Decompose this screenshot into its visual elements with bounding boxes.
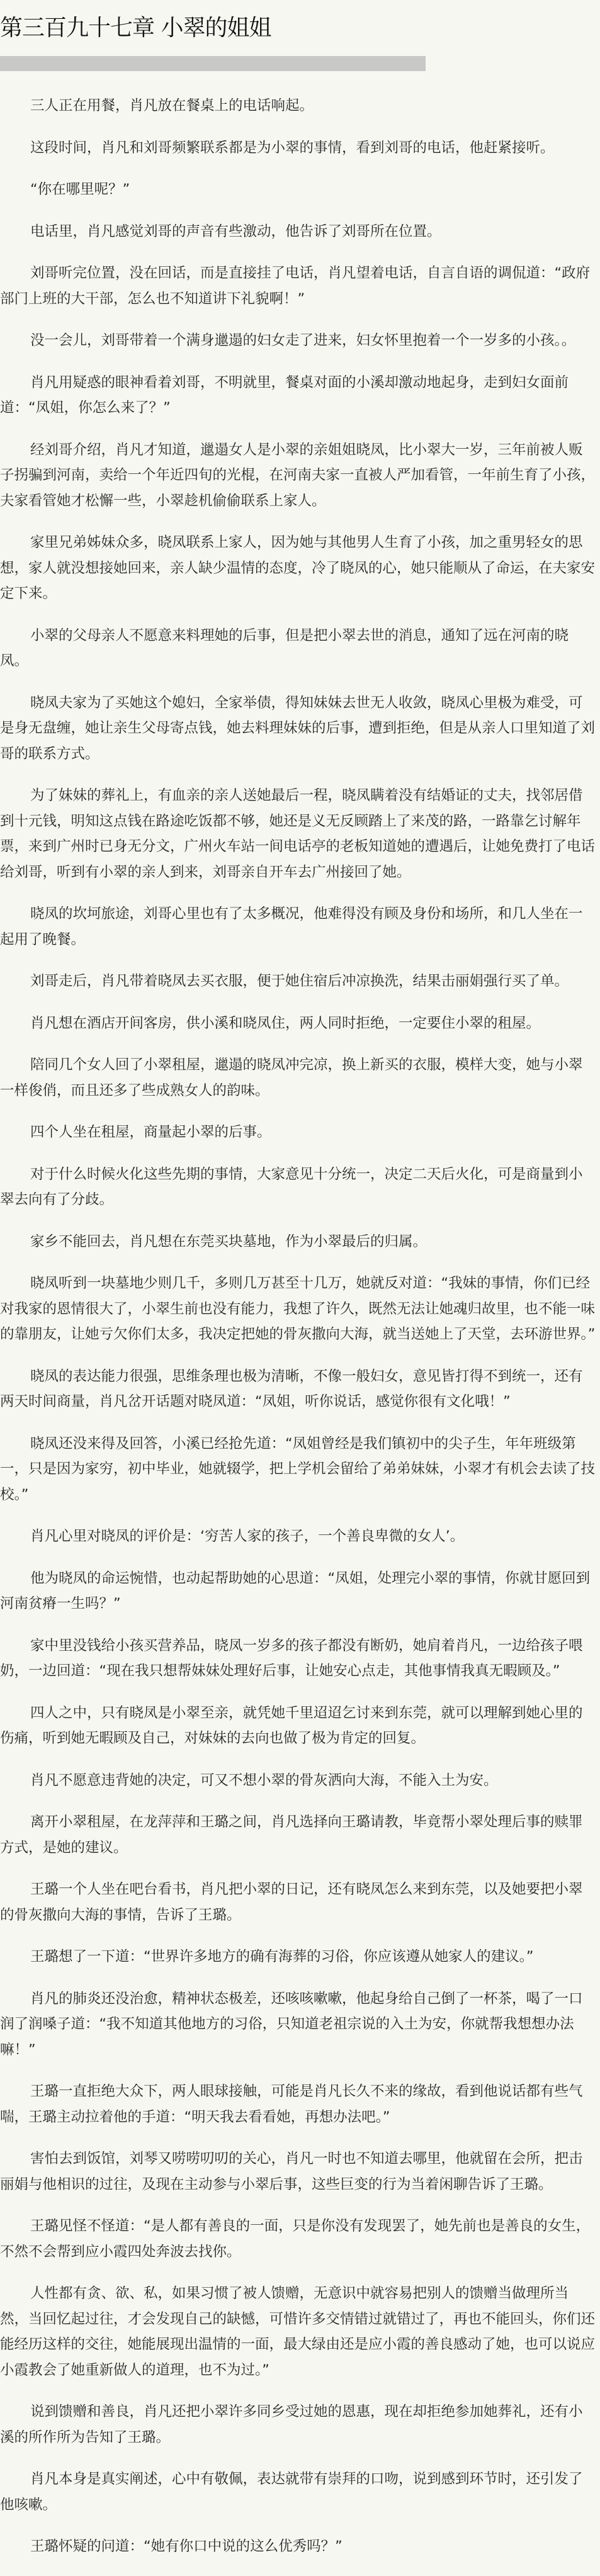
body-paragraph: 离开小翠租屋，在龙萍萍和王璐之间，肖凡选择向王璐请教，毕竟帮小翠处理后事的赎罪方式，是她的建议。 xyxy=(0,1814,583,1856)
body-paragraph: 王璐见怪不怪道：“是人都有善良的一面，只是你没有发现罢了，她先前也是善良的女生，不然不会帮到应小霞四处奔波去找你。 xyxy=(0,2218,591,2260)
body-paragraph: 王璐一直拒绝大众下，两人眼球接触，可能是肖凡长久不来的缘故，看到他说话都有些气喘，王璐主动拉着他的手道：“明天我去看看她，再想办法吧。” xyxy=(0,2083,583,2125)
body-paragraph: 刘哥听完位置，没在回话，而是直接挂了电话，肖凡望着电话，自言自语的调侃道：“政府部门上班的大干部，怎么也不知道讲下礼貌啊！” xyxy=(0,265,591,307)
body-paragraph: 晓凤夫家为了买她这个媳妇，全家举债，得知妹妹去世无人收敛，晓凤心里极为难受，可是身无盘缠，她让亲生父母寄点钱，她去料理妹妹的后事，遭到拒绝，但是从亲人口里知道了刘哥的联系方式。 xyxy=(0,694,596,762)
body-paragraph: 四人之中，只有晓凤是小翠至亲，就凭她千里迢迢乞讨来到东莞，就可以理解到她心里的伤痛，听到她无暇顾及自己，对妹妹的去向也做了极为肯定的回复。 xyxy=(0,1704,583,1746)
body-paragraph: 肖凡心里对晓凤的评价是：‘穷苦人家的孩子，一个善良卑微的女人’。 xyxy=(30,1528,465,1544)
body-paragraph: 说到馈赠和善良，肖凡还把小翠许多同乡受过她的恩惠，现在却拒绝参加她葬礼，还有小溪的所作所为告知了王璐。 xyxy=(0,2404,583,2446)
body-paragraph: 三人正在用餐，肖凡放在餐桌上的电话响起。 xyxy=(30,98,314,114)
body-paragraph: 陪同几个女人回了小翠租屋，邋遢的晓凤冲完凉，换上新买的衣服，模样大变，她与小翠一样俊俏，而且还多了些成熟女人的韵味。 xyxy=(0,1057,583,1099)
body-paragraph: 家里兄弟姊妹众多，晓凤联系上家人，因为她与其他男人生育了小孩，加之重男轻女的思想，家人就没想接她回来，亲人缺少温情的态度，冷了晓凤的心，她只能顺从了命运，在夫家安定下来。 xyxy=(0,534,596,602)
body-paragraph: 害怕去到饭馆，刘琴又唠唠叨叨的关心，肖凡一时也不知道去哪里，他就留在会所，把击丽娟与他相识的过往，及现在主动参与小翠后事，这些巨变的行为当着闲聊告诉了王璐。 xyxy=(0,2151,583,2193)
body-paragraph: 经刘哥介绍，肖凡才知道，邋遢女人是小翠的亲姐姐晓凤，比小翠大一岁，三年前被人贩子拐骗到河南，卖给一个年近四旬的光棍，在河南夫家一直被人严加看管，一年前生育了小孩，夫家看管她才松懈一些，小翠趁机偷偷联系上家人。 xyxy=(0,441,596,509)
body-paragraph: 王璐怀疑的问道：“她有你口中说的这么优秀吗？” xyxy=(30,2538,342,2555)
body-paragraph: 为了妹妹的葬礼上，有血亲的亲人送她最后一程，晓凤瞒着没有结婚证的丈夫，找邻居借到十元钱，明知这点钱在路途吃饭都不够，她还是义无反顾踏上了来茂的路，一路靠乞讨解年票，来到广州时已身无分文，广州火车站一间电话亭的老板知道她的遭遇后，让她免费打了电话给刘哥，听到有小翠的亲人到来，刘哥亲自开车去广州接回了她。 xyxy=(0,787,596,880)
body-paragraph: 肖凡本身是真实阐述，心中有敬佩，表达就带有崇拜的口吻，说到感到环节时，还引发了他咳嗽。 xyxy=(0,2471,583,2513)
chapter-title: 第三百九十七章 小翠的姐姐 xyxy=(0,15,271,41)
body-paragraph: 家中里没钱给小孩买营养品，晓凤一岁多的孩子都没有断奶，她肩着肖凡，一边给孩子喂奶，一边回道：“现在我只想帮妹妹处理好后事，让她安心点走，其他事情我真无暇顾及。” xyxy=(0,1637,583,1679)
title-underline-bar xyxy=(0,56,426,71)
body-paragraph: 四个人坐在租屋，商量起小翠的后事。 xyxy=(30,1124,271,1140)
body-paragraph: 肖凡的肺炎还没治愈，精神状态极差，还咳咳嗽嗽，他起身给自己倒了一杯茶，喝了一口润了润嗓子道：“我不知道其他地方的习俗，只知道老祖宗说的入土为安，你就帮我想想办法嘛！” xyxy=(0,1990,583,2058)
chapter-body xyxy=(0,93,600,2576)
body-paragraph: 晓凤听到一块墓地少则几千，多则几万甚至十几万，她就反对道：“我妹的事情，你们已经对我家的恩情很大了，小翠生前也没有能力，我想了许久，既然无法让她魂归故里，也不能一味的靠朋友，让她亏欠你们太多，我决定把她的骨灰撒向大海，就当送她上了天堂，去环游世界。” xyxy=(0,1275,596,1342)
body-paragraph: 王璐一个人坐在吧台看书，肖凡把小翠的日记，还有晓凤怎么来到东莞，以及她要把小翠的骨灰撒向大海的事情，告诉了王璐。 xyxy=(0,1881,583,1923)
body-paragraph: 晓凤的坎坷旅途，刘哥心里也有了太多概况，他难得没有顾及身份和场所，和几人坐在一起用了晚餐。 xyxy=(0,906,583,948)
body-paragraph: 对于什么时候火化这些先期的事情，大家意见十分统一，决定二天后火化，可是商量到小翠去向有了分歧。 xyxy=(0,1166,583,1208)
body-paragraph: 没一会儿，刘哥带着一个满身邋遢的妇女走了进来，妇女怀里抱着一个一岁多的小孩。。 xyxy=(30,332,576,349)
body-paragraph: 晓凤还没来得及回答，小溪已经抢先道：“凤姐曾经是我们镇初中的尖子生，年年班级第一，只是因为家穷，初中毕业，她就辍学，把上学机会留给了弟弟妹妹，小翠才有机会去读了技校。” xyxy=(0,1435,596,1503)
body-paragraph: 刘哥走后，肖凡带着晓凤去买衣服，便于她住宿后冲凉换洗，结果击丽娟强行买了单。 xyxy=(30,973,569,989)
body-paragraph: 电话里，肖凡感觉刘哥的声音有些激动，他告诉了刘哥所在位置。 xyxy=(30,223,441,240)
body-paragraph: 王璐想了一下道：“世界许多地方的确有海葬的习俗，你应该遵从她家人的建议。” xyxy=(30,1949,534,1965)
body-paragraph: 小翠的父母亲人不愿意来料理她的后事，但是把小翠去世的消息，通知了远在河南的晓凤。 xyxy=(0,627,569,669)
body-paragraph: 肖凡想在酒店开间客房，供小溪和晓凤住，两人同时拒绝，一定要住小翠的租屋。 xyxy=(30,1015,541,1032)
body-paragraph: 肖凡不愿意违背她的决定，可又不想小翠的骨灰洒向大海，不能入土为安。 xyxy=(30,1772,498,1789)
body-paragraph: 这段时间，肖凡和刘哥频繁联系都是为小翠的事情，看到刘哥的电话，他赶紧接听。 xyxy=(30,139,555,156)
body-paragraph: 他为晓凤的命运惋惜，也动起帮助她的心思道：“凤姐，处理完小翠的事情，你就甘愿回到河南贫瘠一生吗？” xyxy=(0,1570,591,1612)
body-paragraph: 肖凡用疑惑的眼神看着刘哥，不明就里，餐桌对面的小溪却激动地起身，走到妇女面前道：“凤姐，你怎么来了？” xyxy=(0,374,569,416)
body-paragraph: 人性都有贪、欲、私，如果习惯了被人馈赠，无意识中就容易把别人的馈赠当做理所当然，当回忆起过往，才会发现自己的缺憾，可惜许多交情错过就错过了，再也不能回头，你们还能经历这样的交往，她能展现出温情的一面，最大绿由还是应小霞的善良感动了她，也可以说应小霞教会了她重新做人的道理，也不为过。” xyxy=(0,2285,596,2378)
body-paragraph: 家乡不能回去，肖凡想在东莞买块墓地，作为小翠最后的归属。 xyxy=(30,1233,427,1250)
body-paragraph: “你在哪里呢？” xyxy=(30,181,130,198)
body-paragraph: 晓凤的表达能力很强，思维条理也极为清晰，不像一般妇女，意见皆打得不到统一，还有两天时间商量，肖凡岔开话题对晓凤道：“凤姐，听你说话，感觉你很有文化哦！” xyxy=(0,1368,583,1410)
